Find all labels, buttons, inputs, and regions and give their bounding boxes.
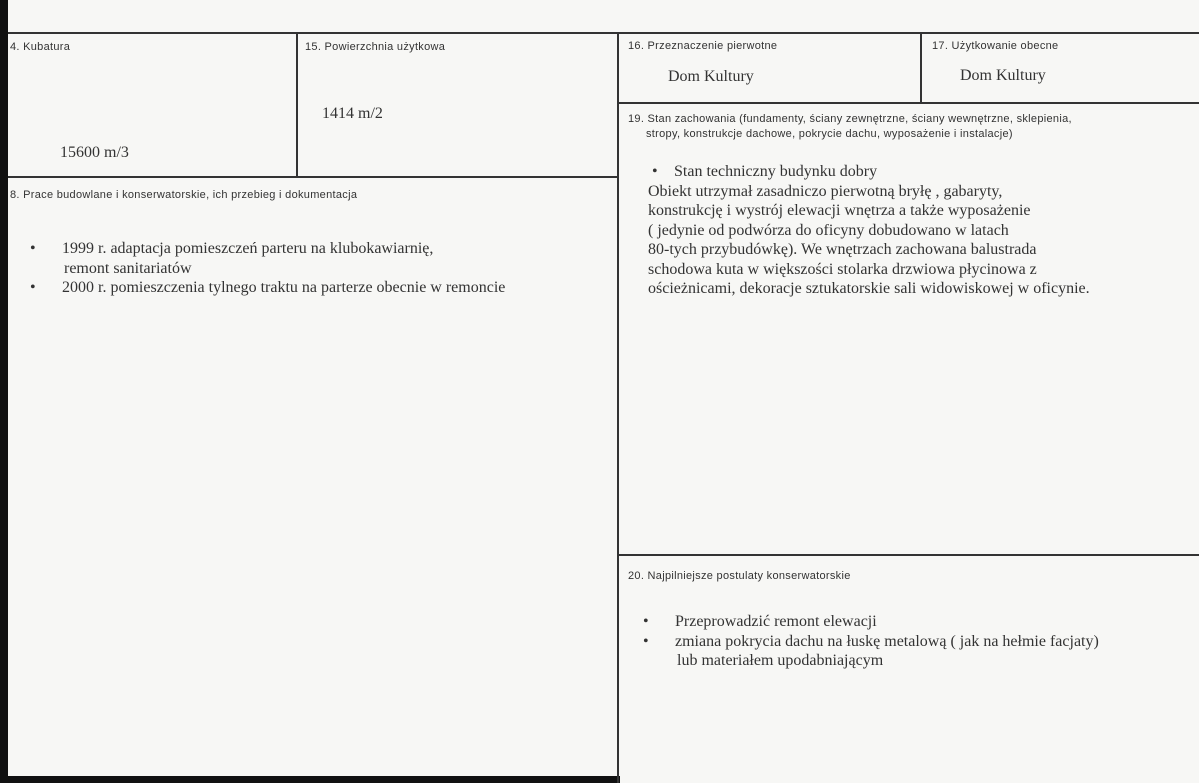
bullet-icon: • <box>30 279 36 296</box>
przeznaczenie-value: Dom Kultury <box>668 68 754 85</box>
divider-vertical-2 <box>920 32 922 103</box>
powierzchnia-label: 15. Powierzchnia użytkowa <box>305 41 446 53</box>
postulaty-label: 20. Najpilniejsze postulaty konserwatorskie <box>628 570 851 582</box>
prace-label: 8. Prace budowlane i konserwatorskie, ich przebieg i dokumentacja <box>10 189 358 201</box>
uzytkowanie-label: 17. Użytkowanie obecne <box>932 40 1059 52</box>
stan-text <box>648 162 1090 299</box>
scan-edge-left <box>0 0 8 783</box>
postulaty-list <box>643 612 1099 671</box>
przeznaczenie-label: 16. Przeznaczenie pierwotne <box>628 40 778 52</box>
scan-edge-bottom <box>0 776 620 783</box>
stan-label-line1: 19. Stan zachowania (fundamenty, ściany zewnętrzne, ściany wewnętrzne, sklepienia, <box>628 113 1072 125</box>
bullet-icon: • <box>652 163 658 180</box>
stan-line: ościeżnicami, dekoracje sztukatorskie sali widowiskowej w oficynie. <box>648 280 1090 297</box>
divider-right-bottom <box>618 554 1199 556</box>
kubatura-label: 4. Kubatura <box>10 41 71 53</box>
divider-left <box>8 176 618 178</box>
stan-line: ( jedynie od podwórza do oficyny dobudowano w latach <box>648 221 1009 239</box>
list-item: • 1999 r. adaptacja pomieszczeń parteru na klubokawiarnię, remont sanitariatów <box>30 240 434 277</box>
bullet-icon: • <box>643 632 649 650</box>
list-item: • Przeprowadzić remont elewacji <box>643 613 877 630</box>
divider-vertical-1 <box>296 32 298 178</box>
form-top-border <box>8 32 1199 34</box>
divider-vertical-center <box>617 32 619 783</box>
kubatura-value: 15600 m/3 <box>60 144 129 161</box>
stan-line: konstrukcję i wystrój elewacji wnętrza a także wyposażenie <box>648 202 1031 219</box>
list-item: • zmiana pokrycia dachu na łuskę metalową ( jak na hełmie facjaty) lub materiałem upodabniającym <box>643 632 1099 669</box>
divider-right-top <box>618 102 1199 104</box>
stan-bullet: • Stan techniczny budynku dobry <box>648 162 1090 182</box>
bullet-icon: • <box>30 240 36 257</box>
prace-list <box>30 239 505 298</box>
list-item: • 2000 r. pomieszczenia tylnego traktu na parterze obecnie w remoncie <box>30 279 506 296</box>
stan-label-line2: stropy, konstrukcje dachowe, pokrycie dachu, wyposażenie i instalacje) <box>646 128 1013 140</box>
bullet-icon: • <box>643 613 649 630</box>
stan-line: 80-tych przybudówkę). We wnętrzach zachowana balustrada <box>648 241 1037 258</box>
uzytkowanie-value: Dom Kultury <box>960 67 1046 84</box>
powierzchnia-value: 1414 m/2 <box>322 105 383 122</box>
stan-line: schodowa kuta w większości stolarka drzwiowa płycinowa z <box>648 260 1037 278</box>
stan-line: Obiekt utrzymał zasadniczo pierwotną bryłę , gabaryty, <box>648 182 1003 200</box>
